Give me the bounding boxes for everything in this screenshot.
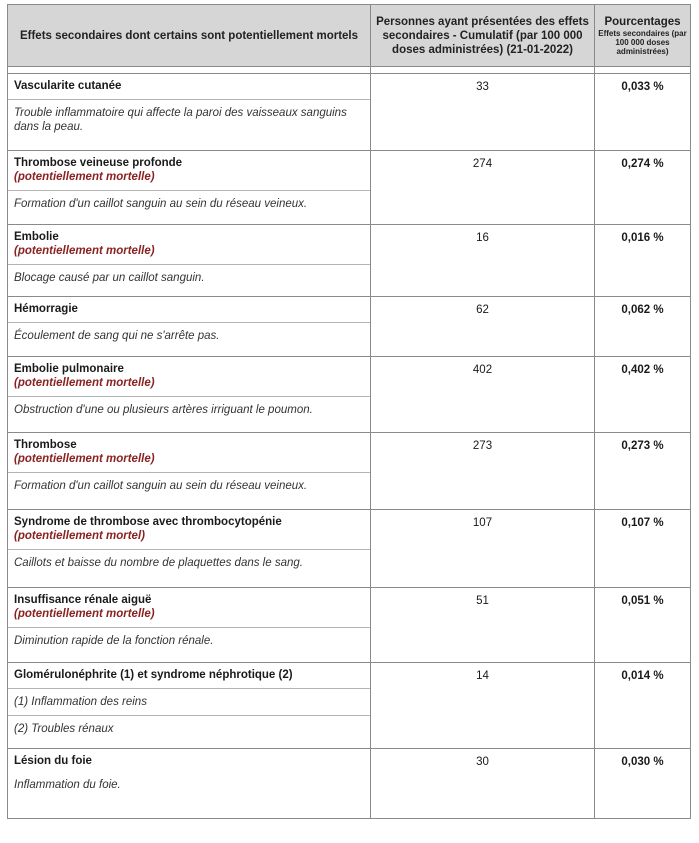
table-row: [8, 225, 691, 297]
effect-count: 51: [371, 588, 595, 663]
effect-danger-note: (potentiellement mortelle): [14, 377, 155, 389]
effect-danger-note: (potentiellement mortel): [14, 530, 145, 542]
effect-name: Insuffisance rénale aiguë: [14, 594, 152, 606]
effect-percentage: 0,402 %: [595, 357, 691, 433]
effect-cell: [8, 749, 371, 819]
effect-description: Écoulement de sang qui ne s'arrête pas.: [8, 322, 370, 349]
effect-cell: [8, 433, 371, 510]
header-percentages-title: Pourcentages: [604, 16, 681, 28]
effect-count: 62: [371, 297, 595, 357]
table-row: [8, 510, 691, 588]
effect-cell: [8, 225, 371, 297]
effect-description: (1) Inflammation des reins: [8, 688, 370, 715]
effect-description: Trouble inflammatoire qui affecte la paroi des vaisseaux sanguins dans la peau.: [8, 99, 370, 140]
table-row: [8, 663, 691, 749]
effect-percentage: 0,030 %: [595, 749, 691, 819]
effect-count: 273: [371, 433, 595, 510]
effect-description: Formation d'un caillot sanguin au sein du réseau veineux.: [8, 472, 370, 499]
table-row: [8, 297, 691, 357]
effect-danger-note: (potentiellement mortelle): [14, 245, 155, 257]
effect-danger-note: (potentiellement mortelle): [14, 608, 155, 620]
effect-count: 402: [371, 357, 595, 433]
effect-cell: [8, 297, 371, 357]
effect-name: Syndrome de thrombose avec thrombocytopénie: [14, 516, 282, 528]
effect-count: 30: [371, 749, 595, 819]
effect-name: Embolie: [14, 231, 59, 243]
effect-percentage: 0,062 %: [595, 297, 691, 357]
effect-name: Embolie pulmonaire: [14, 363, 124, 375]
effect-cell: [8, 74, 371, 151]
effect-cell: [8, 588, 371, 663]
effect-name: Lésion du foie: [14, 755, 92, 767]
effect-name: Vascularite cutanée: [14, 80, 122, 92]
header-side-effects: Effets secondaires dont certains sont potentiellement mortels: [8, 5, 371, 67]
table-header-row: [8, 5, 691, 67]
table-row: [8, 151, 691, 225]
effect-name: Hémorragie: [14, 303, 78, 315]
effect-cell: [8, 510, 371, 588]
effect-percentage: 0,051 %: [595, 588, 691, 663]
effect-percentage: 0,014 %: [595, 663, 691, 749]
effect-description: Diminution rapide de la fonction rénale.: [8, 627, 370, 654]
effect-percentage: 0,033 %: [595, 74, 691, 151]
table-row: [8, 749, 691, 819]
side-effects-table: [7, 4, 691, 819]
table-row: [8, 357, 691, 433]
effect-count: 33: [371, 74, 595, 151]
effect-danger-note: (potentiellement mortelle): [14, 453, 155, 465]
effect-description-2: (2) Troubles rénaux: [8, 715, 370, 742]
table-row: [8, 588, 691, 663]
effect-count: 16: [371, 225, 595, 297]
table-row: [8, 433, 691, 510]
effect-name: Thrombose: [14, 439, 77, 451]
effect-cell: [8, 663, 371, 749]
effect-percentage: 0,107 %: [595, 510, 691, 588]
effect-description: Obstruction d'une ou plusieurs artères irriguant le poumon.: [8, 396, 370, 423]
header-cumulative-count: Personnes ayant présentées des effets secondaires - Cumulatif (par 100 000 doses administrées) (21-01-2022): [371, 5, 595, 67]
effect-percentage: 0,274 %: [595, 151, 691, 225]
effect-description: Caillots et baisse du nombre de plaquettes dans le sang.: [8, 549, 370, 576]
effect-name: Thrombose veineuse profonde: [14, 157, 183, 169]
table-row: [8, 74, 691, 151]
effect-description: Inflammation du foie.: [14, 779, 121, 791]
table-body: [8, 67, 691, 819]
effect-danger-note: (potentiellement mortelle): [14, 171, 155, 183]
effect-cell: [8, 357, 371, 433]
effect-percentage: 0,273 %: [595, 433, 691, 510]
effect-description: Blocage causé par un caillot sanguin.: [8, 264, 370, 291]
header-spacer: [8, 67, 691, 74]
effect-name: Glomérulonéphrite (1) et syndrome néphrotique (2): [14, 669, 293, 681]
effect-count: 274: [371, 151, 595, 225]
header-percentages-subtitle: Effets secondaires (par 100 000 doses administrées): [598, 29, 687, 56]
effect-percentage: 0,016 %: [595, 225, 691, 297]
effect-count: 107: [371, 510, 595, 588]
effect-description: Formation d'un caillot sanguin au sein du réseau veineux.: [8, 190, 370, 217]
effect-count: 14: [371, 663, 595, 749]
effect-cell: [8, 151, 371, 225]
header-percentages: [595, 5, 691, 67]
